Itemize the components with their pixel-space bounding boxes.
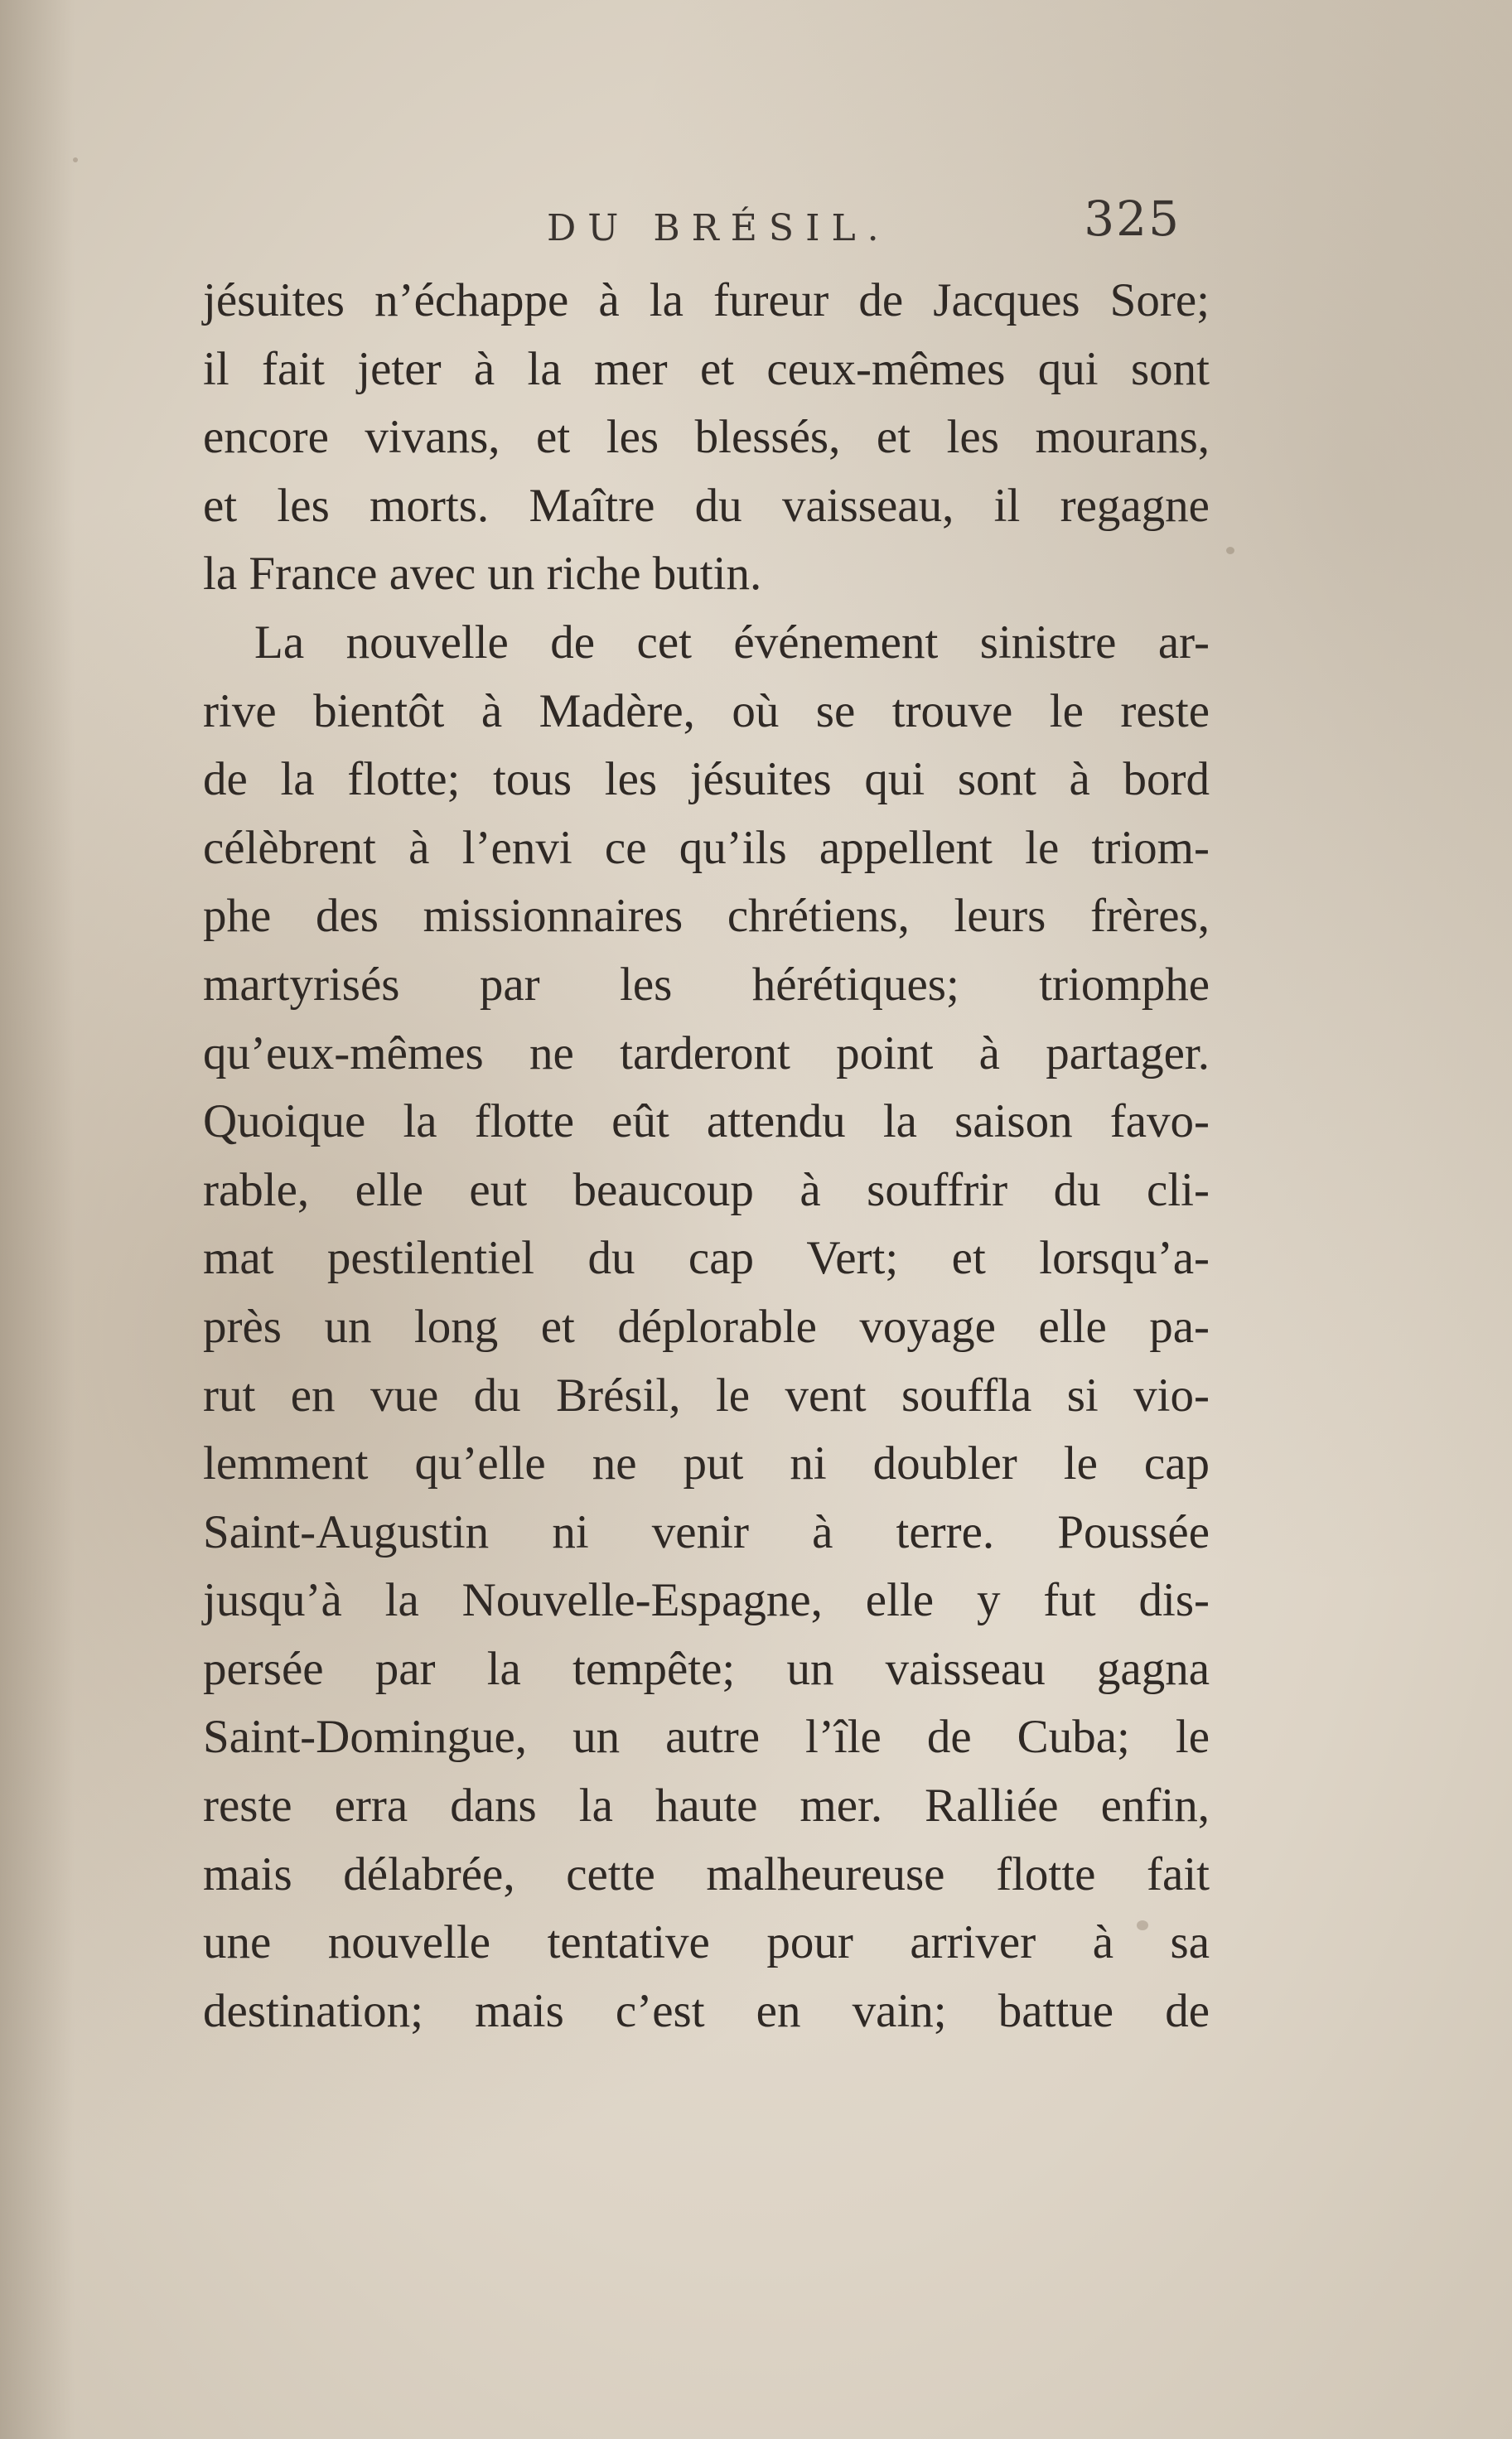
text-line: jésuites n’échappe à la fureur de Jacques Sore; (203, 274, 1210, 326)
text-line: et les morts. Maître du vaisseau, il regagne (203, 479, 1210, 532)
text-line: mais délabrée, cette malheureuse flotte fait (203, 1847, 1210, 1900)
text-line: lemment qu’elle ne put ni doubler le cap (203, 1437, 1210, 1490)
text-line: qu’eux-mêmes ne tarderont point à partager. (203, 1026, 1210, 1079)
text-line: mat pestilentiel du cap Vert; et lorsqu’a- (203, 1232, 1210, 1285)
text-line: persée par la tempête; un vaisseau gagna (203, 1642, 1210, 1695)
running-head: DU BRÉSIL. (547, 207, 891, 249)
text-line: martyrisés par les hérétiques; triomphe (203, 958, 1210, 1011)
paper-spot (1226, 547, 1234, 554)
text-line: rive bientôt à Madère, où se trouve le reste (203, 684, 1210, 737)
text-line: de la flotte; tous les jésuites qui sont à bord (203, 753, 1210, 806)
text-line: rut en vue du Brésil, le vent souffla si vio- (203, 1369, 1210, 1422)
text-line: la France avec un riche butin. (203, 548, 762, 601)
text-line: il fait jeter à la mer et ceux-mêmes qui sont (203, 342, 1210, 395)
text-line: célèbrent à l’envi ce qu’ils appellent le triom- (203, 821, 1210, 874)
page-header (203, 191, 1189, 257)
text-line: une nouvelle tentative pour arriver à sa (203, 1916, 1210, 1969)
text-line: Quoique la flotte eût attendu la saison favo- (203, 1095, 1210, 1148)
text-line: Saint-Augustin ni venir à terre. Poussée (203, 1505, 1210, 1558)
body-text (203, 267, 1210, 2045)
page-number: 325 (1084, 191, 1181, 247)
text-line: destination; mais c’est en vain; battue de (203, 1984, 1210, 2037)
paper-spot (73, 157, 78, 162)
text-line: près un long et déplorable voyage elle pa- (203, 1300, 1210, 1353)
text-line: reste erra dans la haute mer. Ralliée enfin, (203, 1780, 1210, 1833)
text-line: jusqu’à la Nouvelle-Espagne, elle y fut dis- (203, 1574, 1210, 1627)
text-line: phe des missionnaires chrétiens, leurs frères, (203, 890, 1210, 943)
text-line: encore vivans, et les blessés, et les mourans, (203, 411, 1210, 464)
text-line: La nouvelle de cet événement sinistre ar- (254, 616, 1210, 669)
text-line: Saint-Domingue, un autre l’île de Cuba; le (203, 1711, 1210, 1764)
page-shadow (0, 0, 75, 2439)
text-line: rable, elle eut beaucoup à souffrir du cli- (203, 1163, 1210, 1216)
